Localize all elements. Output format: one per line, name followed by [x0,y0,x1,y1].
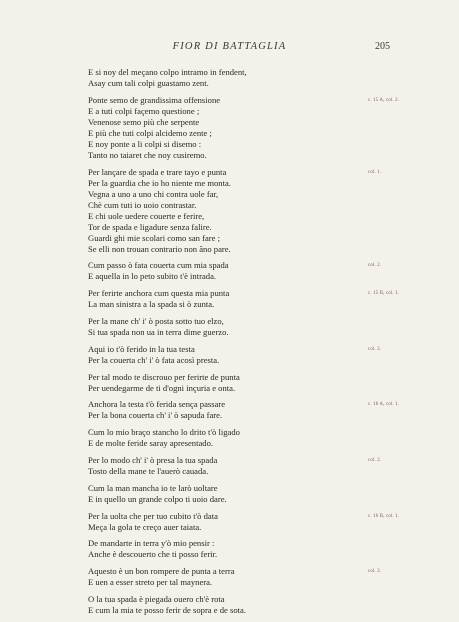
verse-text: Anchora la testa t'ò ferida sença passare [88,399,226,410]
verse-line [88,549,408,560]
verse-text: Per ferirte anchora cum questa mia punta [88,288,230,299]
stanza [88,95,408,161]
verse-line [88,95,408,106]
verse-text: Per la couerta ch' i' ò fata acosì presta. [88,354,220,365]
verse-line [88,106,408,117]
verse-text: Aquesto è un bon rompere de punta a terra [88,566,235,577]
verse-line [88,538,408,549]
verse-line [88,455,408,466]
verse-text: Per tal modo te discrouo per ferirte de punta [88,371,240,382]
verse-line [88,438,408,449]
verse-text: La man sinistra a la spada si ò zunta. [88,299,215,310]
margin-folio-note: col. 1. [368,169,382,175]
margin-folio-note: col. 2. [368,346,382,352]
stanza [88,344,408,366]
stanza [88,67,408,89]
verse-text: E si noy del meçano colpo intramo in fendent, [88,67,247,77]
stanza [88,427,408,449]
verse-line [88,466,408,477]
verse-text: E uen a esser streto per tal maynera. [88,577,213,588]
stanza [88,288,408,310]
verse-line [88,167,408,178]
verse-text: E de molte feride saray apresentado. [88,438,214,449]
verse-line [88,139,408,150]
verse-line [88,233,408,244]
stanza [88,538,408,560]
verse-line [88,244,408,255]
verse-text: Venenose semo più che serpente [88,116,200,127]
verse-line [88,299,408,310]
verse-text: E aquella in lo peto subito t'è intrada. [88,271,217,282]
verse-text: E in quello un grande colpo ti uoio dare. [88,493,227,504]
verse-line [88,271,408,282]
verse-text: Asay cum tali colpi guastamo zent. [88,78,209,88]
verse-line [88,594,408,605]
stanza [88,594,408,616]
margin-folio-note: col. 2. [368,457,382,463]
stanza [88,483,408,505]
margin-folio-note: c. 15 B, col. 1. [368,291,400,297]
verse-line [88,566,408,577]
verse-line [88,383,408,394]
verse-text: Vegna a uno a uno chi contra uole far, [88,188,219,199]
verse-line [88,200,408,211]
verse-line [88,222,408,233]
verse-text: De mandarte in terra y'ò mio pensir : [88,538,215,549]
verse-line [88,372,408,383]
verse-text: E noy ponte a li colpi si disemo : [88,138,202,149]
verse-line [88,522,408,533]
margin-folio-note: col. 2. [368,263,382,269]
verse-line [88,511,408,522]
verse-line [88,399,408,410]
verse-text: Cum passo ò fata couerta cum mia spada [88,260,229,271]
verse-text: Si tua spada non ua in terra dime guerzo. [88,326,229,337]
verse-text: E chi uole uedere couerte e ferire, [88,210,205,221]
stanza [88,167,408,255]
verse-line [88,150,408,161]
margin-folio-note: c. 16 B, col. 1. [368,513,400,519]
stanza [88,399,408,421]
verse-line [88,288,408,299]
verse-line [88,494,408,505]
verse-line [88,316,408,327]
verse-text: Cum lo mio braço stancho lo drito t'ò ligado [88,427,240,438]
verse-text: Ponte semo de grandissima offensione [88,94,221,105]
stanza [88,455,408,477]
verse-line [88,78,408,89]
verse-text: E più che tuti colpi alcidemo zente ; [88,127,212,138]
verse-text: E cum la mia te posso ferir de sopra e de sota. [88,604,246,615]
verse-text: Per la guardia che io ho niente me monta. [88,177,231,188]
verse-line [88,483,408,494]
margin-folio-note: c. 16 A, col. 1. [368,402,400,408]
verse-line [88,178,408,189]
page-number: 205 [375,41,390,52]
margin-folio-note: c. 15 A, col. 2. [368,97,400,103]
margin-folio-note: col. 2. [368,569,382,575]
verse-line [88,577,408,588]
verse-text: O la tua spada è piegada ouero ch'è rota [88,593,225,604]
verse-text: Cum la man mancha io te larò uoltare [88,482,218,493]
verse-line [88,189,408,200]
verse-text: Se elli non trouan contrario non ăno pare. [88,243,231,254]
verse-text: Per la uolta che per tuo cubito t'ò data [88,510,218,521]
verse-text: Per lançare de spada e trare tayo e punta [88,166,227,177]
verse-text: Anche è descouerto che ti posso ferir. [88,549,218,560]
verse-line [88,211,408,222]
verse-line [88,410,408,421]
verse-text: Per lo modo ch' i' ò presa la tua spada [88,454,218,465]
verse-text: Per la mane ch' i' ò posta sotto tuo elzo, [88,315,224,326]
verse-line [88,344,408,355]
verse-text: Tor de spada e ligadure senza falire. [88,221,212,232]
verse-text: Aqui io t'ò ferido in la tua testa [88,343,195,354]
stanza [88,316,408,338]
stanza [88,566,408,588]
verse-text: Per uendegarme de ti d'ogni inçuria e onta. [88,382,236,393]
verse-line [88,128,408,139]
verse-text: Guardi ghi mie scolari como san fare ; [88,232,220,243]
stanza [88,511,408,533]
poem-body [88,67,408,622]
verse-line [88,605,408,616]
verse-line [88,427,408,438]
verse-text: Tanto no taiaret che noy cusiremo. [88,149,207,160]
stanza [88,372,408,394]
verse-line [88,117,408,128]
verse-text: Meça la gola te creço auer taiata. [88,521,202,532]
verse-text: Tosto della mane te l'auerò cauada. [88,465,209,476]
verse-line [88,67,408,78]
verse-text: E a tuti colpi façemo questione ; [88,105,200,116]
verse-line [88,355,408,366]
verse-text: Per la bona couerta ch' i' ò sapuda fare. [88,410,223,421]
verse-text: Chè cum tuti io uoio contrastar. [88,199,197,210]
stanza [88,260,408,282]
running-title: FIOR DI BATTAGLIA [172,41,287,52]
verse-line [88,327,408,338]
verse-line [88,260,408,271]
